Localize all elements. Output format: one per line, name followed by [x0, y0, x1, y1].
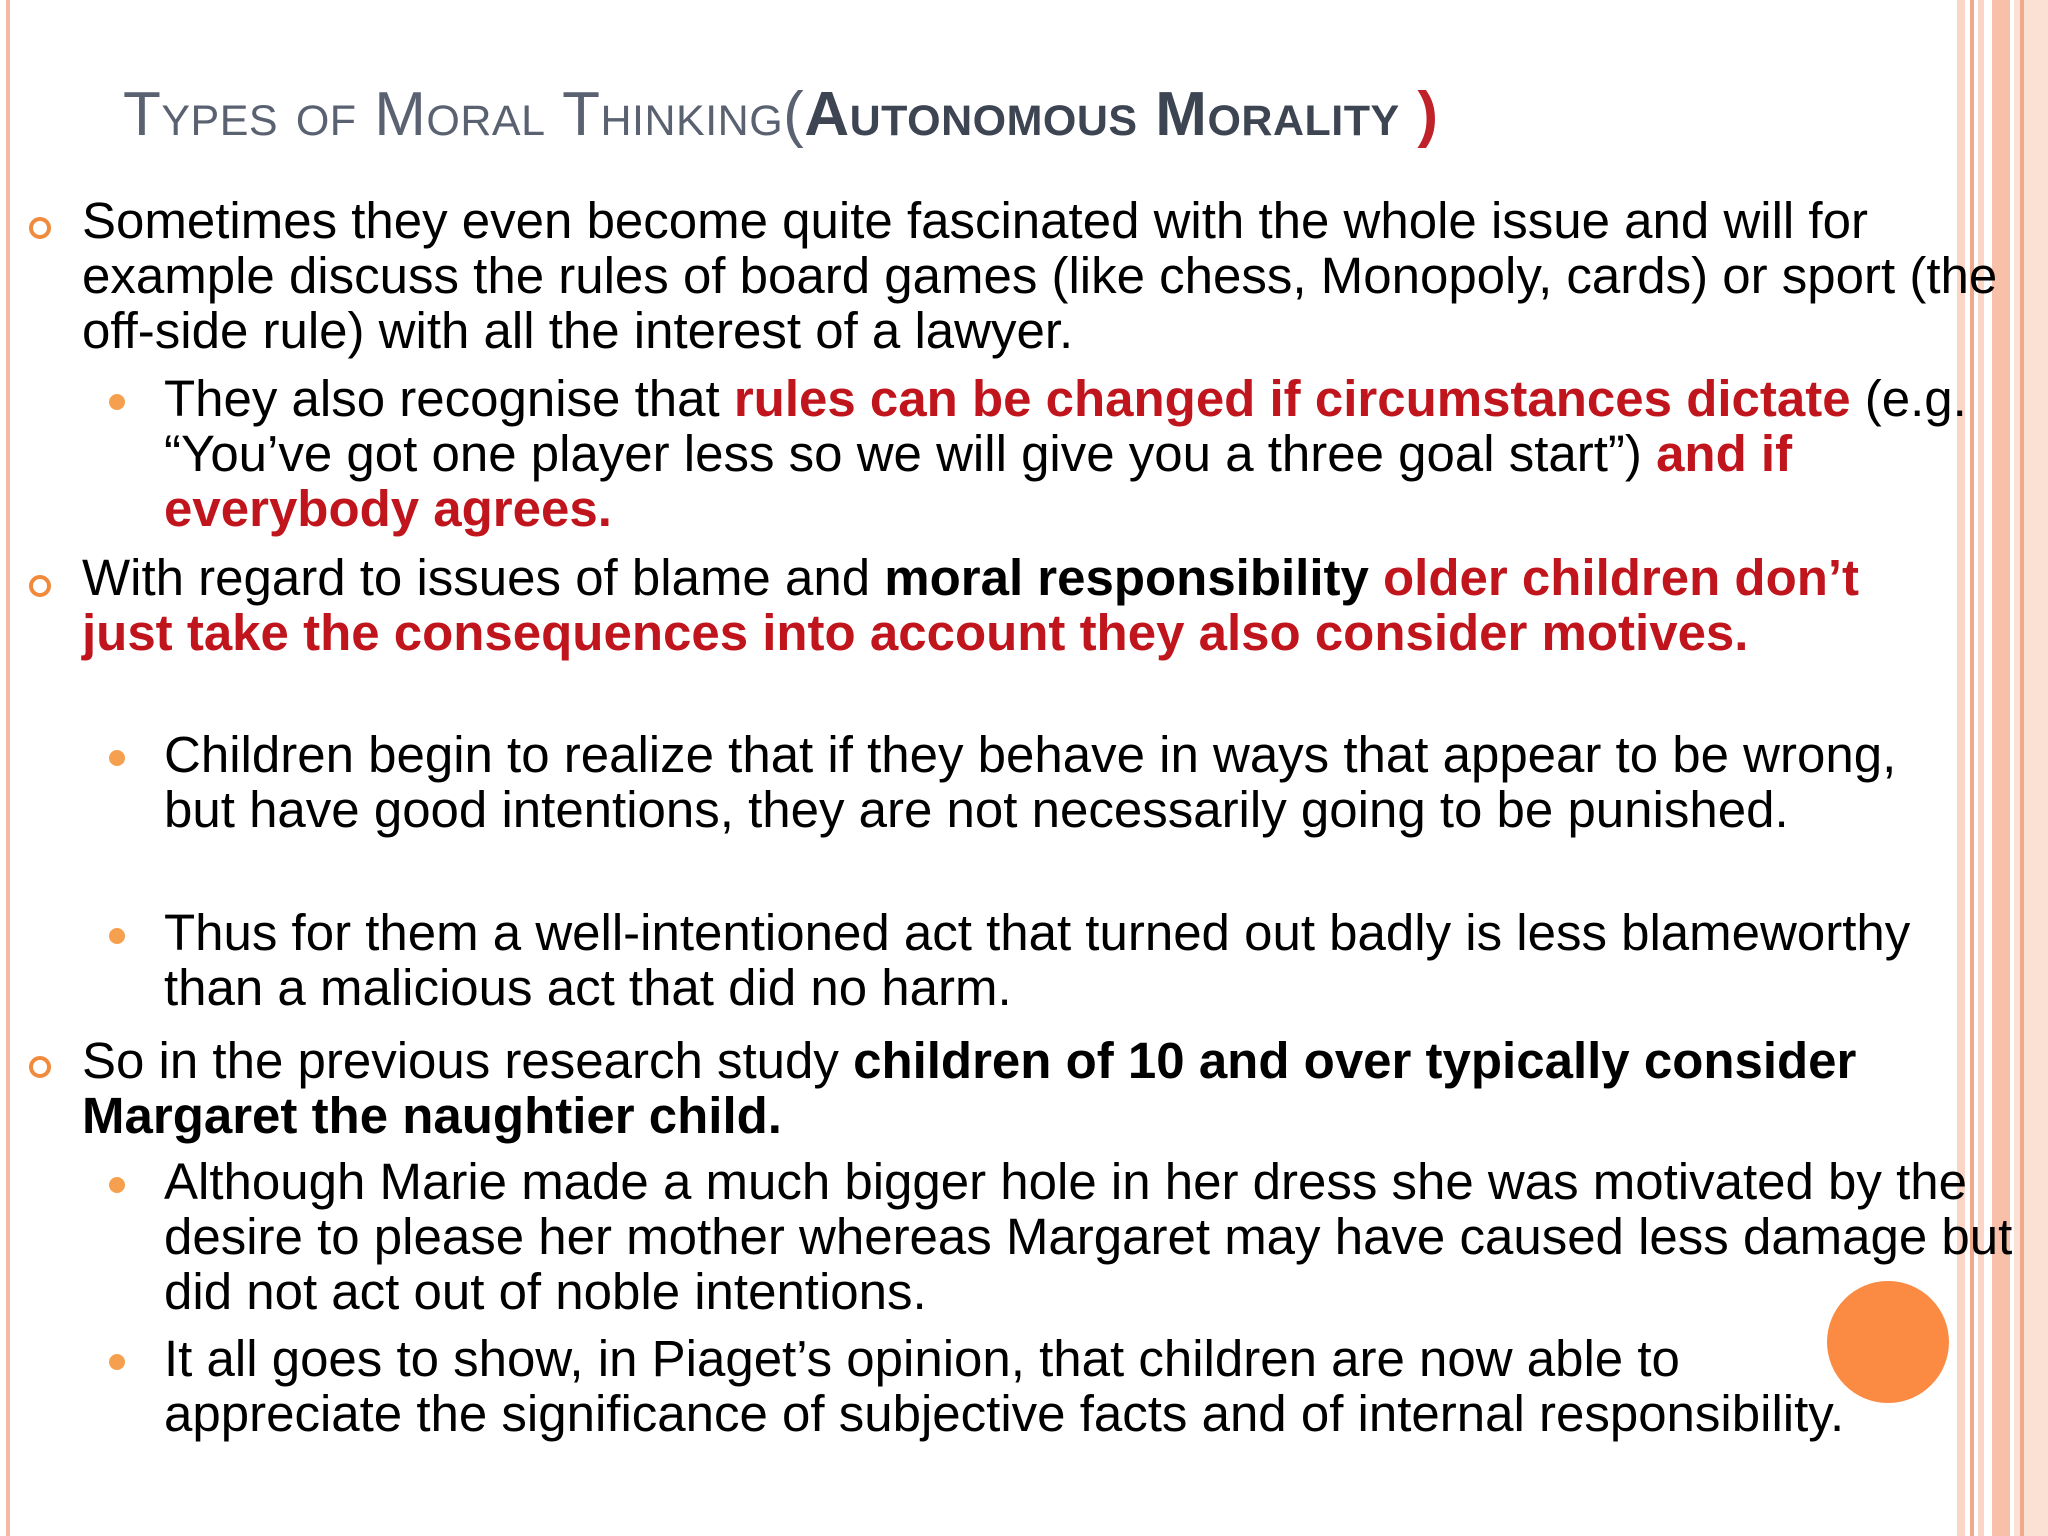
- paragraph-text: [1369, 549, 1383, 606]
- paragraph-text: Thus for them a well-intentioned act that turned out badly is less blameworthy than a malicious act that did no harm.: [164, 904, 1911, 1016]
- bullet-paragraph-3: [82, 1033, 1922, 1143]
- highlight-text: and if everybody agrees.: [164, 425, 1793, 537]
- title-main: Types of Moral Thinking(: [123, 80, 805, 149]
- bullet-paragraph-2: [82, 550, 1962, 660]
- paragraph-text: They also recognise that: [164, 370, 734, 427]
- bullet-dot-icon: [109, 1177, 125, 1193]
- bullet-circle-icon: [29, 575, 51, 597]
- slide-title: [123, 80, 1439, 149]
- highlight-text: rules can be changed if circumstances dictate: [733, 370, 1851, 427]
- sub-bullet-1a: [164, 371, 1994, 536]
- title-bold: Autonomous Morality: [804, 80, 1418, 149]
- paragraph-text: With regard to issues of blame and: [82, 549, 885, 606]
- bullet-dot-icon: [109, 928, 125, 944]
- bullet-dot-icon: [109, 750, 125, 766]
- bullet-paragraph-1: [82, 193, 2002, 358]
- sub-bullet-2a: [164, 727, 1964, 837]
- sub-bullet-3b: [164, 1331, 1884, 1441]
- bold-text: children of 10 and over typically consider Margaret the naughtier child.: [82, 1032, 1857, 1144]
- bullet-circle-icon: [29, 1056, 51, 1078]
- paragraph-text: Although Marie made a much bigger hole in her dress she was motivated by the desire to please her mother whereas Margaret may have caused less damage but did not act out of noble intentions.: [164, 1153, 2013, 1320]
- paragraph-text: (e.g. “You’ve got one player less so we will give you a three goal start”): [164, 370, 1967, 482]
- title-close-paren: ): [1417, 80, 1439, 149]
- paragraph-text: Children begin to realize that if they behave in ways that appear to be wrong, but have good intentions, they are not necessarily going to be punished.: [164, 726, 1897, 838]
- sub-bullet-3a: [164, 1154, 2024, 1319]
- paragraph-text: Sometimes they even become quite fascinated with the whole issue and will for example discuss the rules of board games (like chess, Monopoly, cards) or sport (the off-side rule) with all the interest of a lawyer.: [82, 192, 1998, 359]
- paragraph-text: So in the previous research study: [82, 1032, 854, 1089]
- bullet-dot-icon: [109, 1354, 125, 1370]
- bullet-circle-icon: [29, 217, 51, 239]
- sub-bullet-2b: [164, 905, 1914, 1015]
- bullet-dot-icon: [109, 394, 125, 410]
- bold-text: moral responsibility: [884, 549, 1369, 606]
- left-border-line: [6, 0, 10, 1536]
- highlight-text: older children don’t just take the consequences into account they also consider motives.: [82, 549, 1860, 661]
- decorative-circle: [1827, 1281, 1949, 1403]
- paragraph-text: It all goes to show, in Piaget’s opinion, that children are now able to appreciate the significance of subjective facts and of internal responsibility.: [164, 1330, 1845, 1442]
